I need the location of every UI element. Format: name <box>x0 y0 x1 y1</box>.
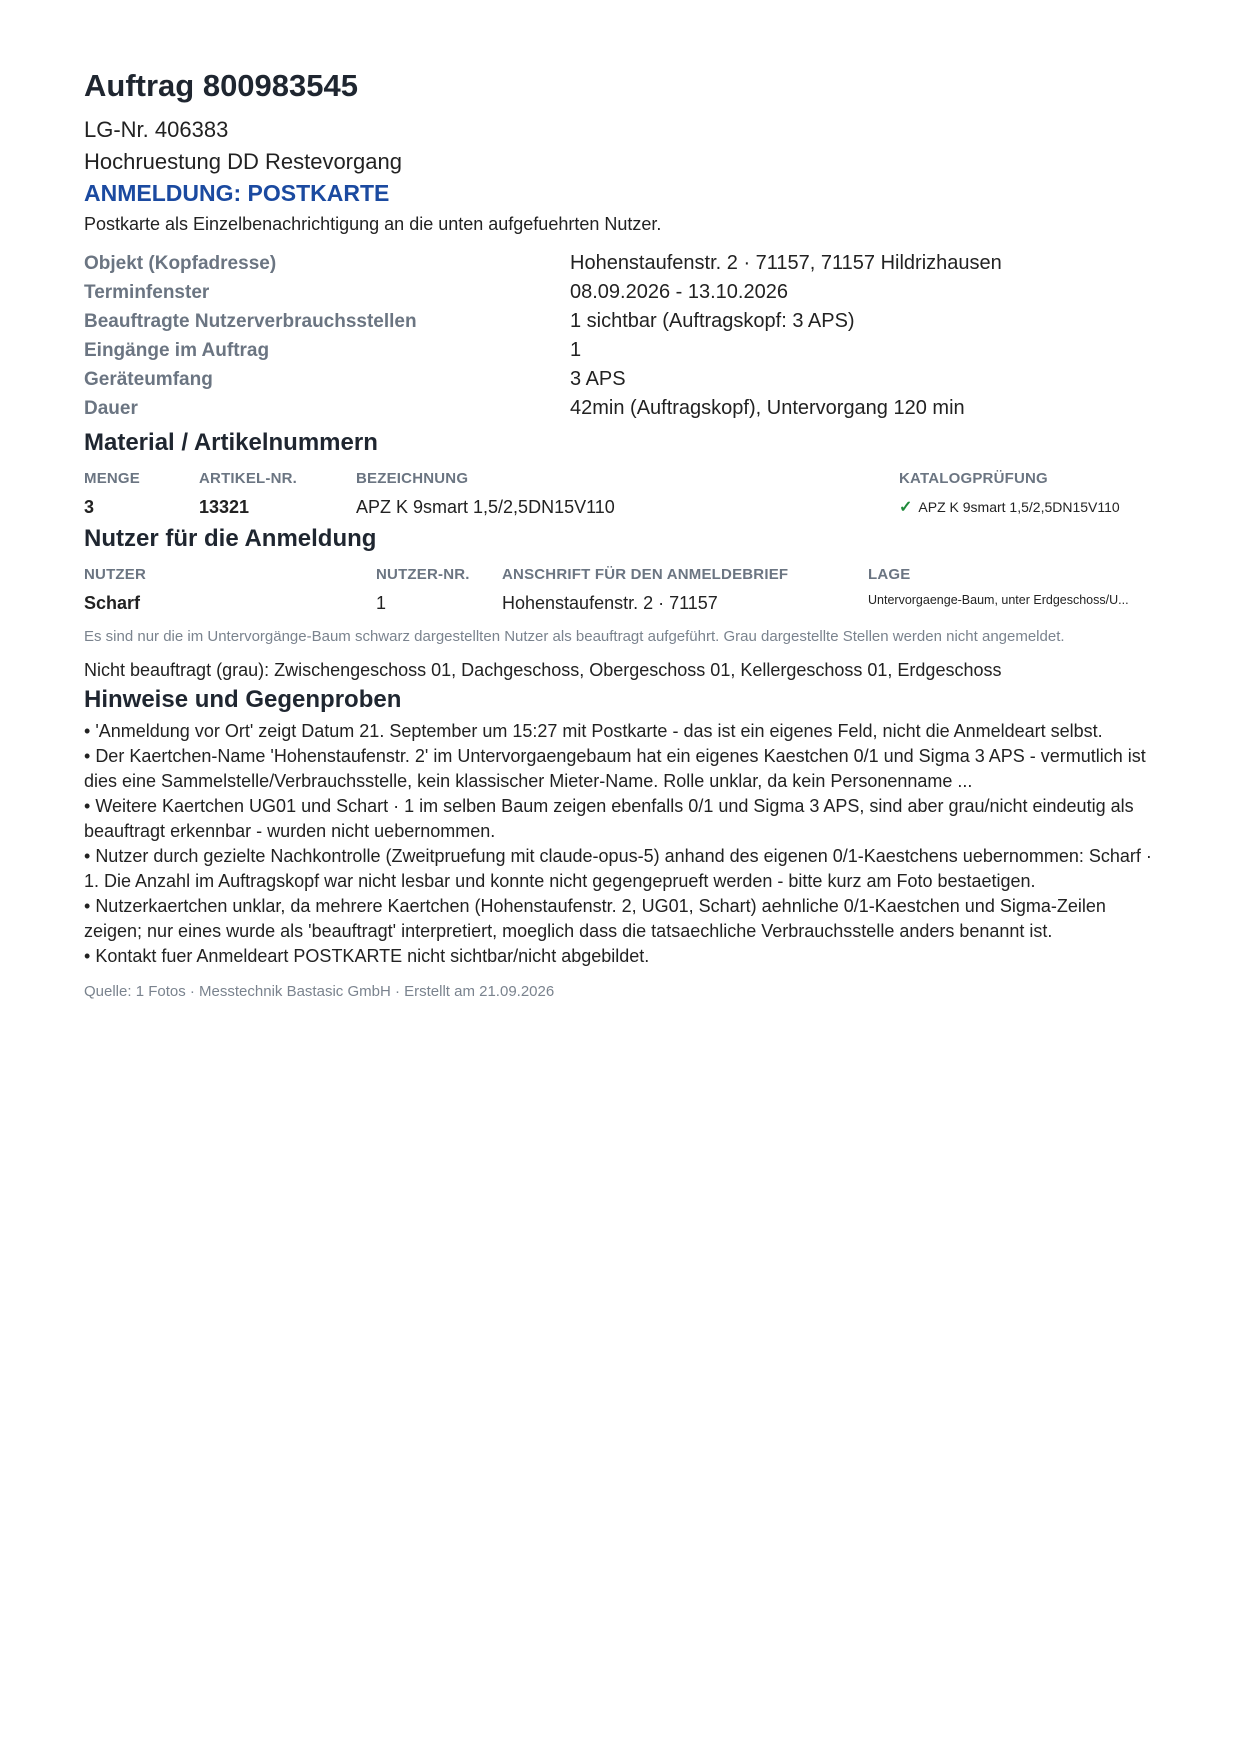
artikel-cell: 13321 <box>199 497 250 517</box>
nutzer-header-row <box>84 562 1159 589</box>
list-item: • Nutzer durch gezielte Nachkontrolle (Zweitpruefung mit claude-opus-5) anhand des eigenen 0/1-Kaestchens uebernommen: Scharf · 1. Die Anzahl im Auftragskopf war nicht lesbar und konnte nicht gegengeprueft werden - bitte kurz am Foto bestaetigen. <box>84 844 1159 894</box>
fact-row <box>84 281 1159 310</box>
material-table <box>84 466 1159 522</box>
lage-cell: Untervorgaenge-Baum, unter Erdgeschoss/U... <box>868 593 1129 607</box>
nutzer-cell: Scharf <box>84 593 141 613</box>
fact-value: 1 <box>570 339 582 361</box>
col-katalog: KATALOGPRÜFUNG <box>899 470 1048 487</box>
nutzer-note: Es sind nur die im Untervorgänge-Baum schwarz dargestellten Nutzer als beauftragt aufgeführt. Grau dargestellte Stellen werden nicht angemeldet. <box>84 628 1065 645</box>
list-item: • Nutzerkaertchen unklar, da mehrere Kaertchen (Hohenstaufenstr. 2, UG01, Schart) aehnliche 0/1-Kaestchen und Sigma-Zeilen zeigen; nur eines wurde als 'beauftragt' interpretiert, moeglich dass die tatsaechliche Verbrauchsstelle anders benannt ist. <box>84 894 1159 944</box>
fact-row <box>84 368 1159 397</box>
fact-label: Dauer <box>84 398 138 419</box>
lg-number: LG-Nr. 406383 <box>84 117 229 142</box>
hinweise-list <box>84 719 1159 969</box>
check-icon: ✓ <box>899 499 913 516</box>
list-item: • 'Anmeldung vor Ort' zeigt Datum 21. September um 15:27 mit Postkarte - das ist ein eigenes Feld, nicht die Anmeldeart selbst. <box>84 719 1159 744</box>
col-artikel: ARTIKEL-NR. <box>199 470 298 487</box>
fact-row <box>84 252 1159 281</box>
katalog-value: APZ K 9smart 1,5/2,5DN15V110 <box>918 499 1120 515</box>
fact-label: Geräteumfang <box>84 369 213 390</box>
fact-row <box>84 397 1159 426</box>
fact-value: Hohenstaufenstr. 2 · 71157, 71157 Hildrizhausen <box>570 252 1002 274</box>
fact-label: Objekt (Kopfadresse) <box>84 253 277 274</box>
intro-text: Postkarte als Einzelbenachrichtigung an die unten aufgefuehrten Nutzer. <box>84 214 662 234</box>
page-title: Auftrag 800983545 <box>84 68 358 103</box>
nicht-beauftragt-text: Nicht beauftragt (grau): Zwischengeschoss 01, Dachgeschoss, Obergeschoss 01, Kellergeschoss 01, Erdgeschoss <box>84 660 1002 680</box>
fact-value: 08.09.2026 - 13.10.2026 <box>570 281 788 303</box>
fact-label: Beauftragte Nutzerverbrauchsstellen <box>84 311 417 332</box>
table-row <box>84 493 1159 522</box>
col-menge: MENGE <box>84 470 141 487</box>
footer-source: Quelle: 1 Fotos · Messtechnik Bastasic GmbH · Erstellt am 21.09.2026 <box>84 983 555 1000</box>
anmeldung-type: ANMELDUNG: POSTKARTE <box>84 180 390 206</box>
fact-row <box>84 339 1159 368</box>
menge-cell: 3 <box>84 497 95 517</box>
material-header-row <box>84 466 1159 493</box>
col-anschrift: ANSCHRIFT FÜR DEN ANMELDEBRIEF <box>502 566 789 583</box>
nutzer-table <box>84 562 1159 618</box>
fact-value: 3 APS <box>570 368 626 390</box>
table-row <box>84 589 1159 618</box>
list-item: • Der Kaertchen-Name 'Hohenstaufenstr. 2' im Untervorgaengebaum hat ein eigenes Kaestchen 0/1 und Sigma 3 APS - vermutlich ist dies eine Sammelstelle/Verbrauchsstelle, kein klassischer Mieter-Name. Rolle unklar, da kein Personenname ... <box>84 744 1159 794</box>
katalog-cell <box>899 493 1159 522</box>
bezeichnung-cell: APZ K 9smart 1,5/2,5DN15V110 <box>356 497 615 517</box>
list-item: • Kontakt fuer Anmeldeart POSTKARTE nicht sichtbar/nicht abgebildet. <box>84 944 1159 969</box>
col-bezeichnung: BEZEICHNUNG <box>356 470 469 487</box>
col-lage: LAGE <box>868 566 911 583</box>
material-heading: Material / Artikelnummern <box>84 429 378 456</box>
col-nutzer-nr: NUTZER-NR. <box>376 566 470 583</box>
fact-label: Eingänge im Auftrag <box>84 340 270 361</box>
fact-value: 42min (Auftragskopf), Untervorgang 120 min <box>570 397 965 419</box>
hinweise-heading: Hinweise und Gegenproben <box>84 686 402 713</box>
col-nutzer: NUTZER <box>84 566 147 583</box>
fact-label: Terminfenster <box>84 282 210 303</box>
nutzer-nr-cell: 1 <box>376 593 387 613</box>
fact-value: 1 sichtbar (Auftragskopf: 3 APS) <box>570 310 855 332</box>
vorgang-name: Hochruestung DD Restevorgang <box>84 149 402 174</box>
facts-table <box>84 252 1159 426</box>
list-item: • Weitere Kaertchen UG01 und Schart · 1 im selben Baum zeigen ebenfalls 0/1 und Sigma 3 APS, sind aber grau/nicht eindeutig als beauftragt erkennbar - wurden nicht uebernommen. <box>84 794 1159 844</box>
nutzer-heading: Nutzer für die Anmeldung <box>84 525 377 552</box>
anschrift-cell: Hohenstaufenstr. 2 · 71157 <box>502 593 718 613</box>
fact-row <box>84 310 1159 339</box>
document-page <box>84 64 1159 1003</box>
